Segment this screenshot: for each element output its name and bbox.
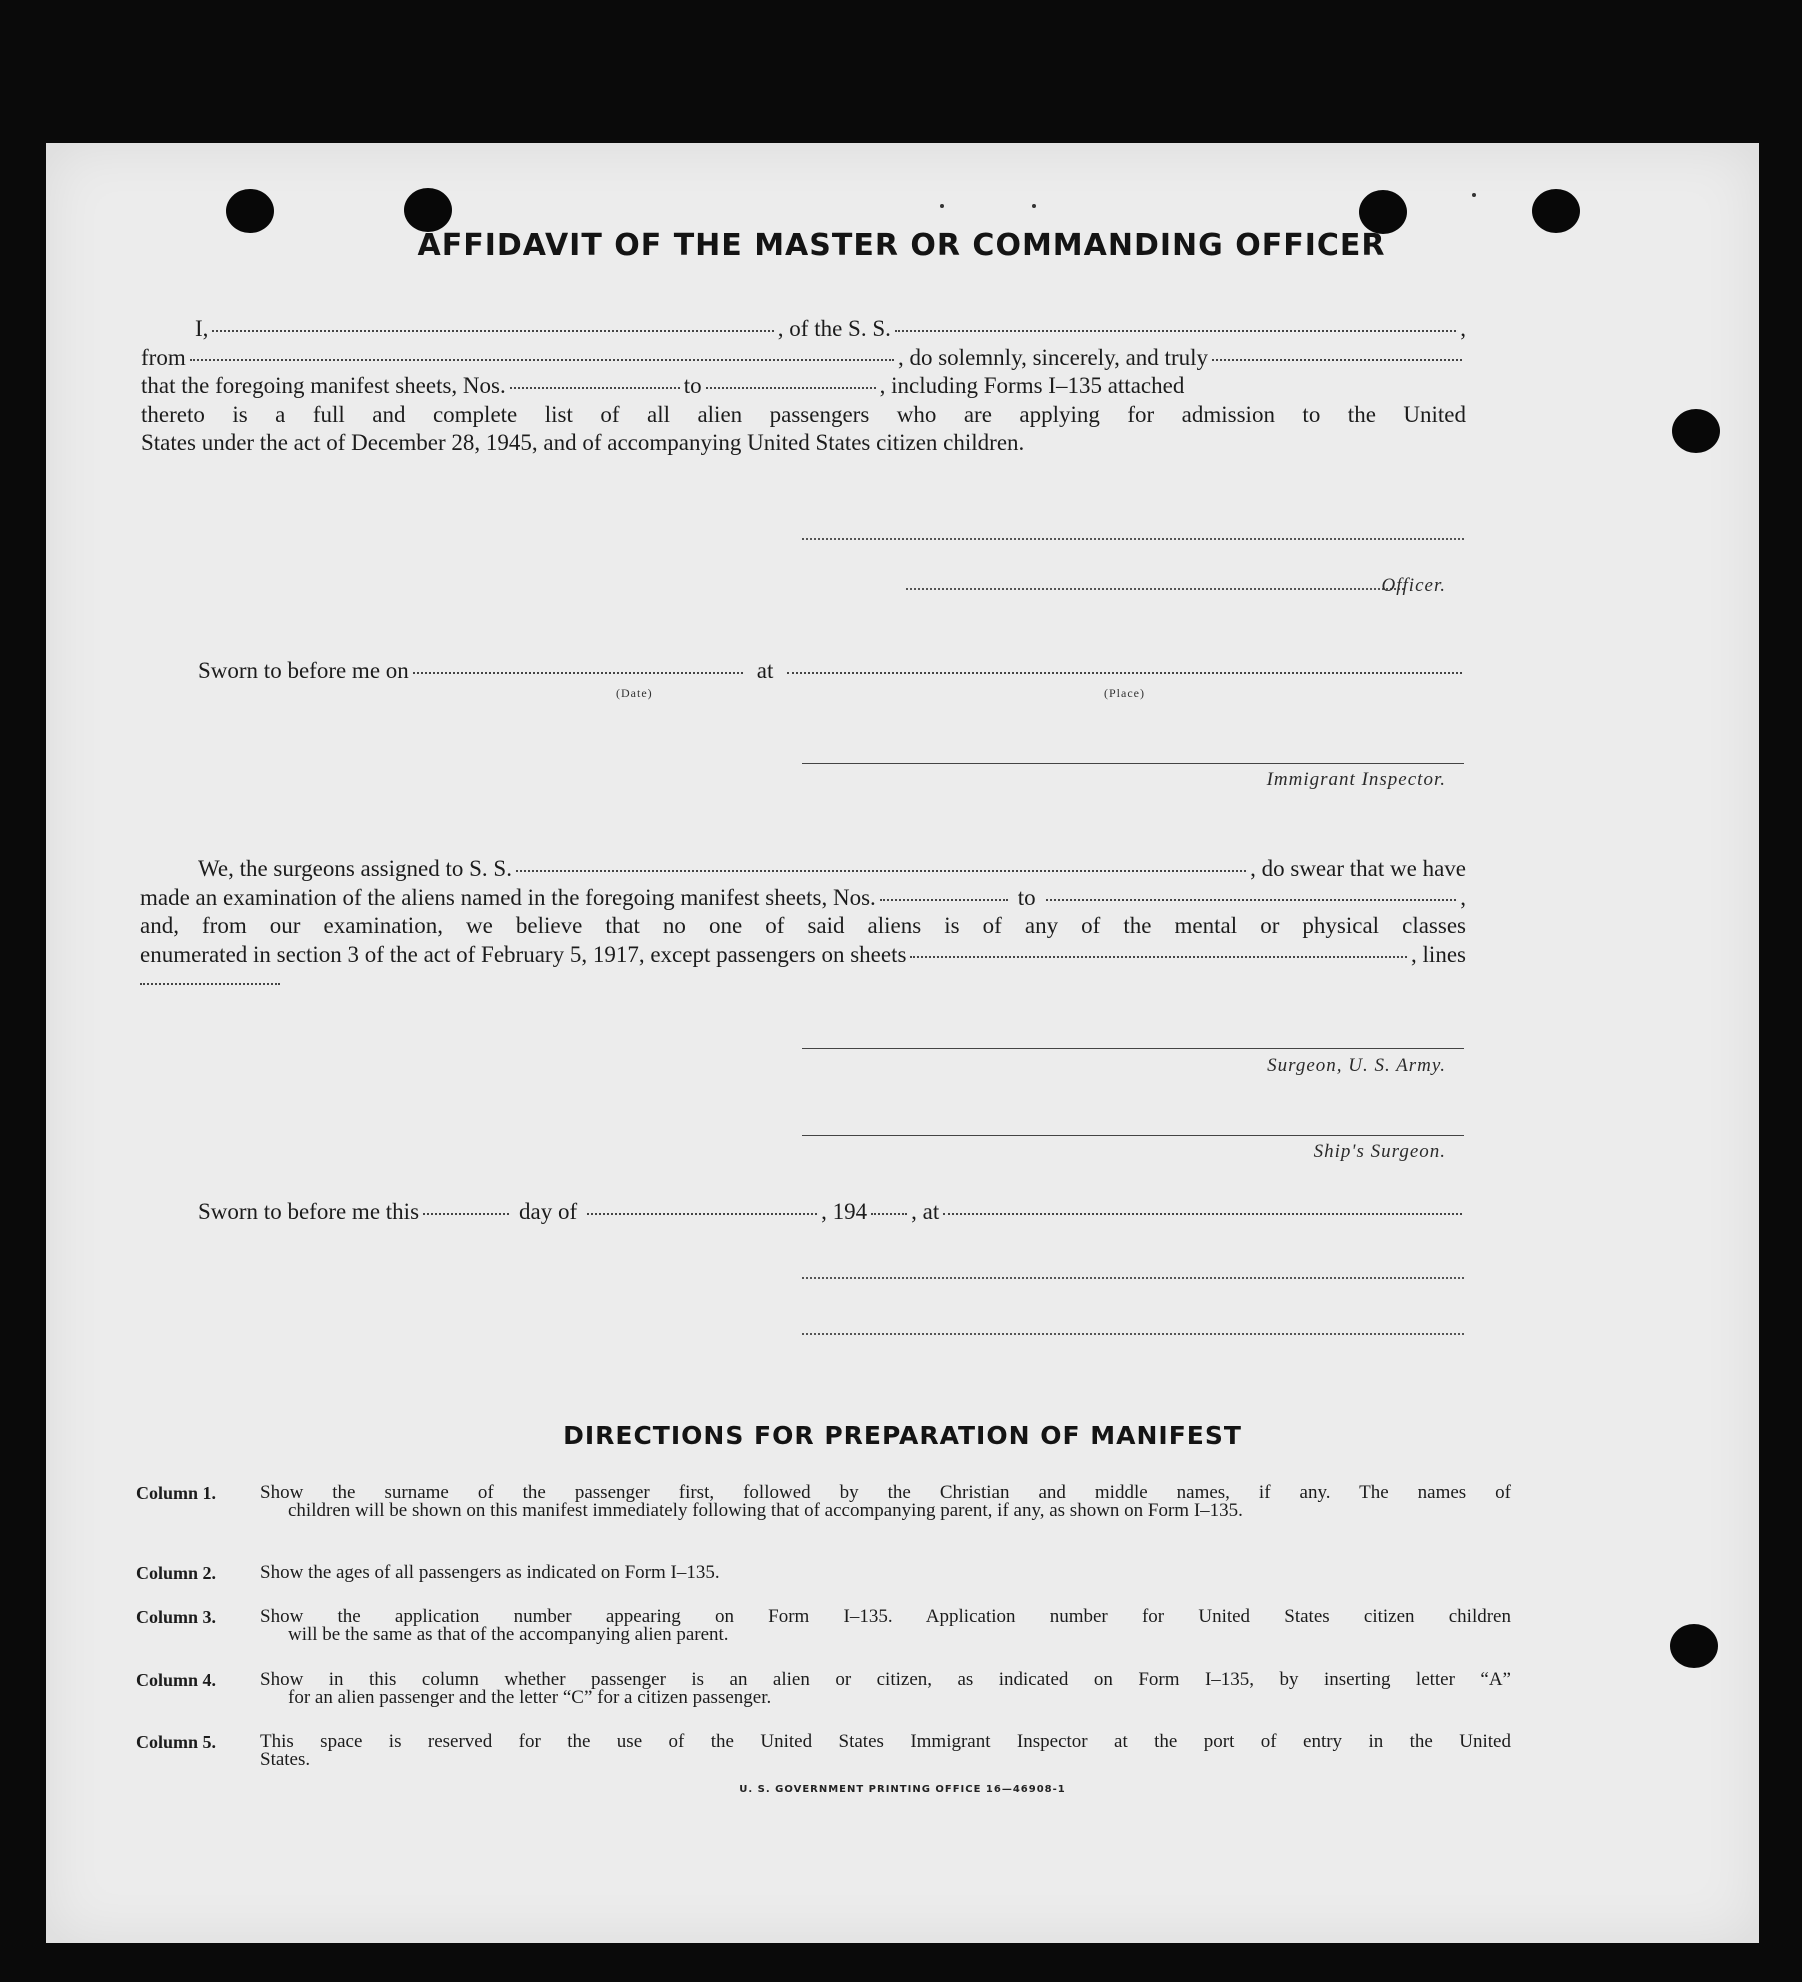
inspector-label: Immigrant Inspector.	[1266, 769, 1446, 790]
direction-item-4	[136, 1671, 1511, 1707]
surgeons-line-1	[140, 855, 1466, 884]
punch-hole	[404, 188, 452, 232]
exam-sheet-to-field[interactable]	[1046, 899, 1457, 901]
column-label: Column 1.	[136, 1483, 217, 1503]
column-label: Column 4.	[136, 1670, 217, 1690]
direction-item-2	[136, 1564, 1511, 1582]
except-sheets-field[interactable]	[910, 956, 1407, 958]
text-comma: ,	[1460, 316, 1467, 341]
text-manifest-sheets: that the foregoing manifest sheets, Nos.	[141, 373, 506, 398]
sworn-port-field[interactable]	[943, 1213, 1462, 1215]
form-page	[46, 143, 1759, 1943]
printer-imprint: U. S. GOVERNMENT PRINTING OFFICE 16—46908-1	[739, 1784, 1066, 1795]
direction-text-cont: children will be shown on this manifest immediately following that of accompanying parent, if any, as shown on Form I–135.	[288, 1500, 1243, 1521]
text-i: I,	[195, 316, 209, 341]
text-we-the-surgeons: We, the surgeons assigned to S. S.	[198, 856, 512, 881]
text-sworn-this: Sworn to before me this	[198, 1199, 420, 1224]
text-including-forms: , including Forms I–135 attached	[879, 373, 1185, 398]
inspector-signature-line[interactable]	[802, 763, 1464, 764]
column-label: Column 2.	[136, 1563, 217, 1583]
speck	[1032, 204, 1036, 208]
surgeons-line-4	[140, 941, 1466, 970]
direction-text: Show the application number appearing on Form I–135. Application number for United States citizen children	[260, 1606, 1511, 1627]
affidavit-paragraph	[141, 315, 1466, 458]
punch-hole	[1532, 189, 1580, 233]
direction-text-cont: will be the same as that of the accompanying alien parent.	[288, 1624, 729, 1645]
text-to: to	[1017, 884, 1036, 910]
exam-sheet-from-field[interactable]	[880, 899, 1008, 901]
direction-text: Show the ages of all passengers as indicated on Form I–135.	[260, 1562, 720, 1583]
affidavit-line-5: States under the act of December 28, 1945, and of accompanying United States citizen children.	[141, 430, 1025, 455]
direction-text: Show the surname of the passenger first, followed by the Christian and middle names, if any. The names of	[260, 1482, 1511, 1503]
swear-field[interactable]	[1212, 359, 1462, 361]
text-enumerated: enumerated in section 3 of the act of February 5, 1917, except passengers on sheets	[140, 941, 907, 967]
text-solemnly: , do solemnly, sincerely, and truly	[897, 344, 1208, 370]
ship-surgeon-label: Ship's Surgeon.	[1313, 1141, 1446, 1162]
direction-text-cont: States.	[260, 1749, 311, 1770]
direction-text: Show in this column whether passenger is an alien or citizen, as indicated on Form I–135, by inserting letter “A”	[260, 1669, 1511, 1690]
affidavit-line-2	[141, 344, 1466, 373]
text-sworn-to-before: Sworn to before me on	[198, 658, 409, 683]
officer-name-line[interactable]	[906, 588, 1404, 590]
inspector-title-line-2[interactable]	[802, 1333, 1464, 1335]
port-from-field[interactable]	[190, 359, 894, 361]
sworn-year-field[interactable]	[871, 1213, 907, 1215]
sworn-month-field[interactable]	[587, 1213, 817, 1215]
speck	[940, 204, 944, 208]
text-to: to	[683, 373, 702, 398]
place-caption: (Place)	[1104, 686, 1145, 700]
text-lines: , lines	[1411, 941, 1466, 967]
text-194: , 194	[821, 1199, 868, 1224]
army-surgeon-label: Surgeon, U. S. Army.	[1267, 1055, 1446, 1076]
column-label: Column 5.	[136, 1732, 217, 1752]
sworn-date-field[interactable]	[413, 672, 743, 674]
surgeons-line-2	[140, 884, 1466, 913]
affidavit-line-4: thereto is a full and complete list of all alien passengers who are applying for admission to the United	[141, 401, 1466, 427]
officer-label: Officer.	[1381, 575, 1446, 596]
column-label: Column 3.	[136, 1607, 217, 1627]
officer-signature-line[interactable]	[802, 538, 1464, 540]
text-at: , at	[911, 1199, 940, 1224]
surgeons-line-5	[140, 969, 1466, 971]
except-lines-field[interactable]	[140, 983, 280, 985]
text-comma: ,	[1460, 884, 1466, 910]
sworn-place-field[interactable]	[787, 672, 1462, 674]
ship-surgeon-signature-line[interactable]	[802, 1135, 1464, 1136]
surgeon-ship-field[interactable]	[516, 870, 1246, 872]
affidavit-line-1	[141, 315, 1466, 344]
text-do-swear: , do swear that we have	[1250, 856, 1466, 881]
punch-hole	[1672, 409, 1720, 453]
speck	[1472, 193, 1476, 197]
punch-hole	[226, 189, 274, 233]
ship-name-field[interactable]	[895, 330, 1456, 332]
direction-item-5	[136, 1733, 1511, 1769]
affidavit-title: AFFIDAVIT OF THE MASTER OR COMMANDING OFFICER	[417, 228, 1386, 263]
direction-text: This space is reserved for the use of the United States Immigrant Inspector at the port of entry in the United	[260, 1731, 1511, 1752]
text-at: at	[756, 658, 774, 683]
directions-title: DIRECTIONS FOR PREPARATION OF MANIFEST	[563, 1421, 1242, 1450]
punch-hole	[1670, 1624, 1718, 1668]
sworn-line-2	[198, 1198, 1466, 1227]
sworn-line-1	[198, 657, 1466, 686]
sworn-day-field[interactable]	[423, 1213, 509, 1215]
text-of-the-ss: , of the S. S.	[777, 316, 891, 341]
master-name-field[interactable]	[212, 330, 773, 332]
inspector-signature-line-2[interactable]	[802, 1277, 1464, 1279]
text-from: from	[141, 344, 186, 370]
date-caption: (Date)	[616, 686, 653, 700]
direction-item-1	[136, 1484, 1511, 1520]
sheet-to-field[interactable]	[706, 387, 876, 389]
direction-item-3	[136, 1608, 1511, 1644]
army-surgeon-signature-line[interactable]	[802, 1048, 1464, 1049]
affidavit-line-3	[141, 372, 1466, 401]
surgeons-line-3: and, from our examination, we believe that no one of said aliens is of any of the mental or physical classes	[140, 913, 1466, 938]
text-day-of: day of	[519, 1199, 578, 1224]
direction-text-cont: for an alien passenger and the letter “C” for a citizen passenger.	[288, 1687, 772, 1708]
text-made-examination: made an examination of the aliens named in the foregoing manifest sheets, Nos.	[140, 884, 876, 910]
sheet-from-field[interactable]	[510, 387, 680, 389]
surgeons-paragraph	[140, 855, 1466, 971]
